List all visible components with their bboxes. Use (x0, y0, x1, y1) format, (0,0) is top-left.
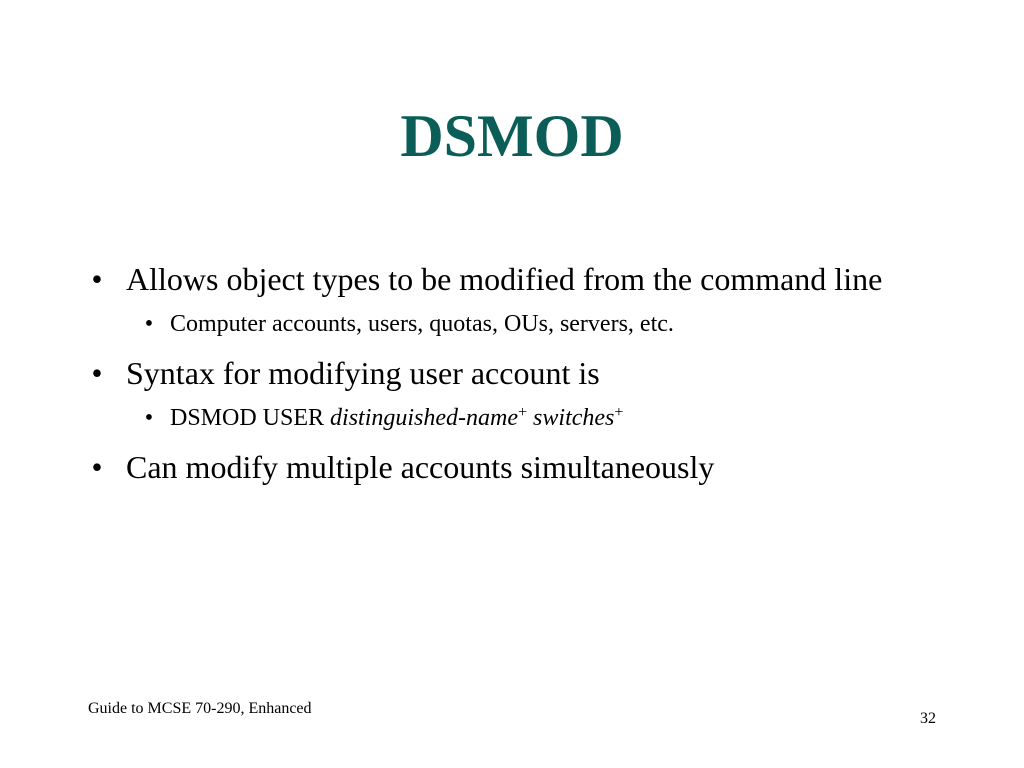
sub-bullet-item-1 (140, 305, 924, 343)
bullet-item-3 (84, 444, 924, 491)
syntax-param-distinguished-name: distinguished-name (330, 405, 519, 431)
sub-bullet-item-2 (140, 399, 924, 437)
sub-bullet-text: Computer accounts, users, quotas, OUs, servers, etc. (170, 311, 674, 337)
bullet-text: Allows object types to be modified from the command line (126, 261, 883, 297)
syntax-command: DSMOD USER (170, 405, 331, 431)
footer-course-title: Guide to MCSE 70-290, Enhanced (88, 700, 312, 717)
bullet-dot-icon: • (91, 261, 103, 297)
slide-page-number: 32 (920, 710, 936, 727)
bullet-dot-icon: • (144, 405, 154, 431)
bullet-dot-icon: • (91, 355, 103, 391)
syntax-param-switches: switches (533, 405, 615, 431)
bullet-dot-icon: • (91, 449, 103, 485)
slide-title: DSMOD (400, 103, 624, 169)
bullet-list (84, 256, 924, 491)
bullet-dot-icon: • (144, 311, 154, 337)
syntax-plus-marker: + (614, 404, 624, 421)
bullet-item-2 (84, 350, 924, 397)
bullet-item-1 (84, 256, 924, 303)
bullet-text: Syntax for modifying user account is (126, 355, 600, 391)
syntax-plus-marker: + (518, 404, 528, 421)
bullet-text: Can modify multiple accounts simultaneously (126, 449, 715, 485)
